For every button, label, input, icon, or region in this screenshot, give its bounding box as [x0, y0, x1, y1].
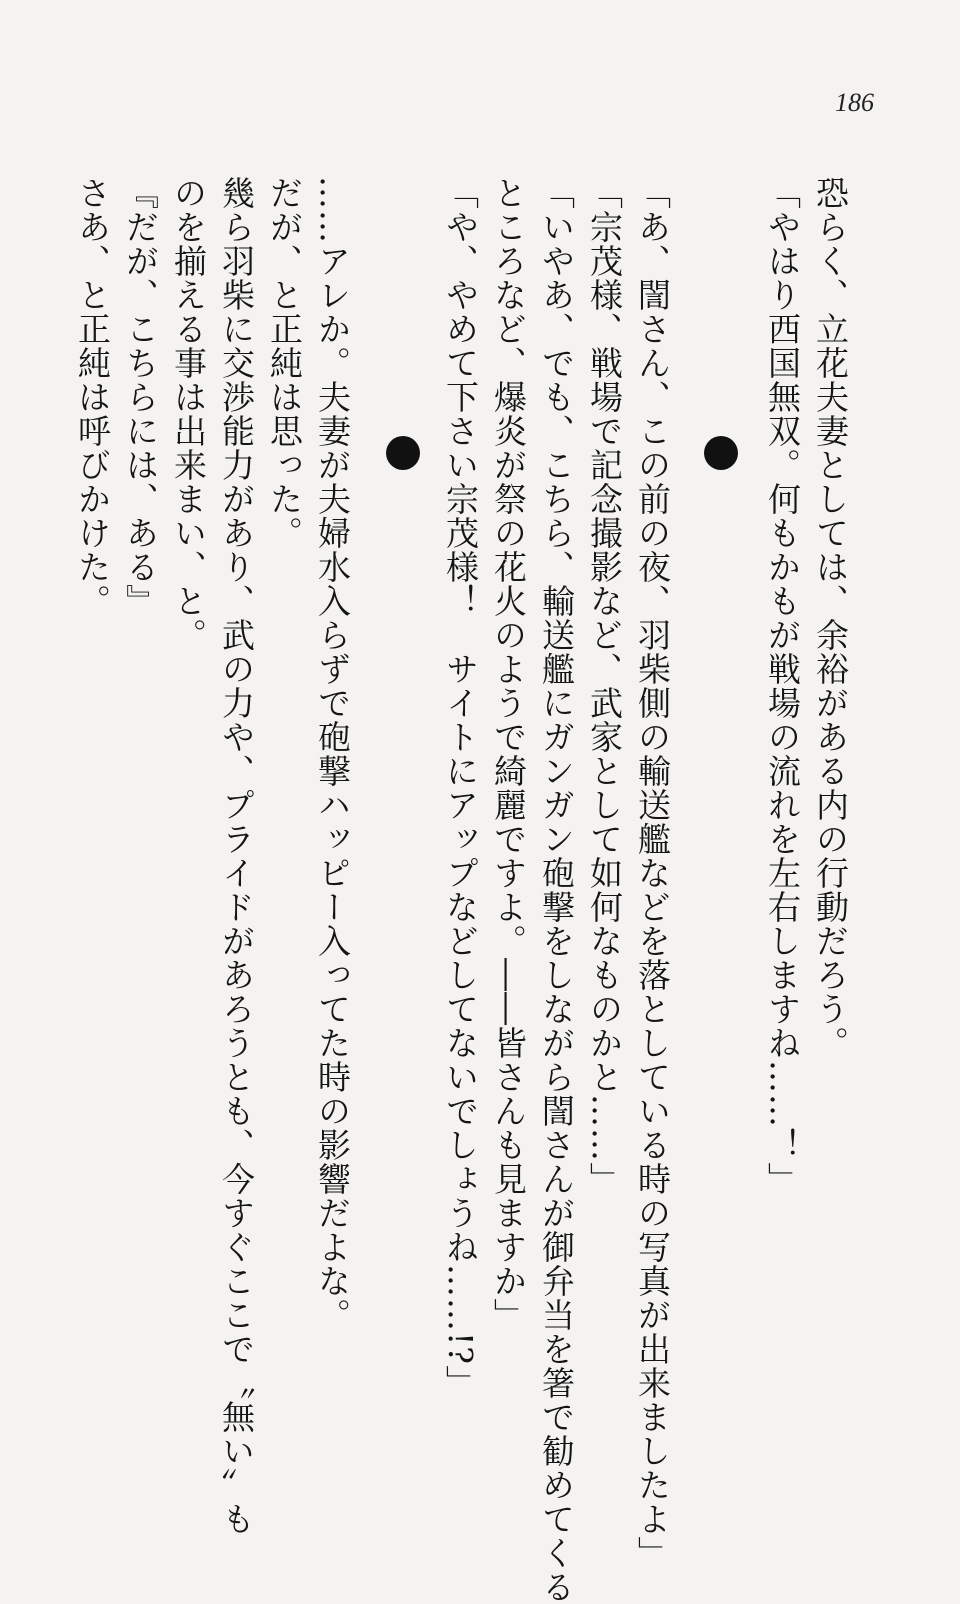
text-line-5: 「いやあ、でも、こちら、輸送艦にガンガン砲撃をしながら誾さんが御弁当を箸で勧めてくる	[537, 176, 576, 1604]
text-line-11: のを揃える事は出来まい、と。	[169, 176, 208, 652]
section-break-dot	[704, 436, 738, 470]
text-line-3: 「あ、誾さん、この前の夜、羽柴側の輸送艦などを落としている時の写真が出来ましたよ」	[633, 176, 672, 1570]
text-line-6: ところなど、爆炎が祭の花火のようで綺麗ですよ。――皆さんも見ますか」	[489, 176, 528, 1332]
text-line-1: 恐らく、立花夫妻としては、余裕がある内の行動だろう。	[811, 176, 850, 1060]
page-number: 186	[835, 88, 874, 117]
text-line-9: だが、と正純は思った。	[265, 176, 304, 550]
text-line-4: 「宗茂様、戦場で記念撮影など、武家として如何なものかと……」	[585, 176, 624, 1196]
text-line-12: 『だが、こちらには、ある』	[121, 176, 160, 618]
text-line-8: ……アレか。夫妻が夫婦水入らずで砲撃ハッピー入ってた時の影響だよな。	[313, 176, 352, 1332]
text-line-13: さあ、と正純は呼びかけた。	[73, 176, 112, 618]
text-line-10: 幾ら羽柴に交渉能力があり、武の力や、プライドがあろうとも、今すぐここで〝無い〟も	[217, 176, 256, 1536]
text-line-2: 「やはり西国無双。何もかもが戦場の流れを左右しますね……！」	[763, 176, 802, 1196]
section-break-dot	[386, 436, 420, 470]
text-line-7: 「や、やめて下さい宗茂様！ サイトにアップなどしてないでしょうね……!?」	[441, 176, 480, 1399]
